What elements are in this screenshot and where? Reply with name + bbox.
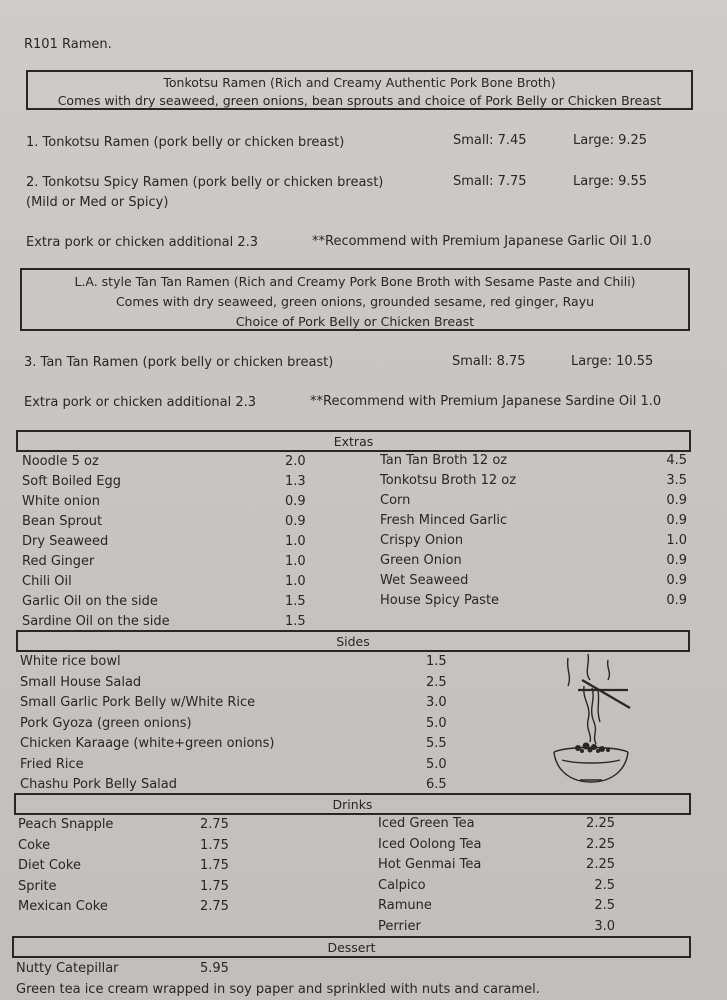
menu-row-name: Fresh Minced Garlic [380,513,508,528]
menu-row-name: Hot Genmai Tea [378,857,482,872]
menu-row-name: Calpico [378,877,426,893]
menu-item-large-price: Large: 9.55 [573,174,648,189]
menu-item-name: 3. Tan Tan Ramen (pork belly or chicken breast) [24,355,334,370]
menu-row-name: Small House Salad [20,674,142,690]
menu-row-name: Iced Green Tea [378,816,475,831]
menu-row-price: 2.25 [586,857,615,872]
menu-row-price: 3.0 [594,918,615,934]
menu-row-price: 4.5 [666,453,687,468]
menu-row-price: 0.9 [285,514,306,529]
menu-row-name: Green Onion [380,553,462,568]
menu-row-name: Garlic Oil on the side [22,594,158,609]
menu-row-price: 2.75 [200,899,229,914]
menu-row-name: Sprite [18,878,57,894]
dessert-header-box [12,936,691,958]
menu-row-name: Coke [18,837,51,853]
menu-row-name: Ramune [378,898,432,913]
tantan-header-line3: Choice of Pork Belly or Chicken Breast [235,314,475,329]
tonkotsu-header-box [26,70,693,110]
menu-row-name: Mexican Coke [18,899,108,914]
menu-row-name: Peach Snapple [18,817,114,832]
menu-row-price: 0.9 [666,493,687,508]
menu-row-price: 1.75 [200,837,229,853]
extra-meat-note: Extra pork or chicken additional 2.3 [24,395,257,410]
menu-row-price: 1.0 [666,533,687,548]
menu-row-price: 1.5 [426,654,447,669]
menu-row-name: Tonkotsu Broth 12 oz [380,473,517,488]
menu-row-price: 1.5 [285,614,306,629]
menu-row-price: 5.5 [426,736,447,751]
menu-row-price: 2.75 [200,817,229,832]
menu-row-name: Crispy Onion [380,533,464,548]
menu-row-name: Noodle 5 oz [22,454,99,469]
dessert-item-name: Nutty Catepillar [16,961,119,976]
menu-row-name: White onion [22,494,100,509]
menu-row-name: Perrier [378,918,421,934]
recommend-note: **Recommend with Premium Japanese Garlic Oil 1.0 [312,234,652,249]
menu-row-name: Red Ginger [22,554,95,569]
tantan-header-line2: Comes with dry seaweed, green onions, grounded sesame, red ginger, Rayu [115,294,595,309]
tantan-header-line1: L.A. style Tan Tan Ramen (Rich and Creamy Pork Bone Broth with Sesame Paste and Chili) [74,274,636,289]
menu-row-name: Sardine Oil on the side [22,614,170,629]
menu-item-small-price: Small: 8.75 [452,354,526,369]
menu-row-price: 5.0 [426,756,447,772]
menu-row-price: 6.5 [426,777,447,792]
menu-item-small-price: Small: 7.75 [453,174,527,189]
menu-item-large-price: Large: 10.55 [571,354,654,369]
menu-row-price: 2.0 [285,454,306,469]
menu-row-price: 3.0 [426,695,447,710]
menu-row-price: 1.75 [200,878,229,894]
menu-row-name: House Spicy Paste [380,593,500,608]
menu-row-price: 5.0 [426,715,447,731]
menu-row-price: 1.3 [285,474,306,489]
menu-row-price: 1.0 [285,534,306,549]
tantan-header-box [20,268,690,331]
dessert-item-price: 5.95 [200,961,229,976]
menu-row-price: 0.9 [666,573,687,588]
menu-row-price: 2.5 [594,898,615,913]
menu-row-name: Iced Oolong Tea [378,836,482,852]
sides-title: Sides [336,634,370,649]
drinks-title: Drinks [332,797,373,812]
menu-row-name: Chicken Karaage (white+green onions) [20,736,275,751]
menu-row-price: 0.9 [285,494,306,509]
menu-row-price: 0.9 [666,593,687,608]
dessert-title: Dessert [327,940,376,955]
extras-title: Extras [333,434,374,449]
restaurant-title: R101 Ramen. [24,37,112,52]
extra-meat-note: Extra pork or chicken additional 2.3 [26,235,259,250]
menu-row-price: 1.0 [285,574,306,589]
menu-row-price: 0.9 [666,513,687,528]
menu-row-name: Bean Sprout [22,514,103,529]
menu-row-name: Small Garlic Pork Belly w/White Rice [20,695,256,710]
menu-item-note: (Mild or Med or Spicy) [26,195,169,210]
menu-row-name: Wet Seaweed [380,573,469,588]
menu-row-price: 2.5 [426,674,447,690]
menu-row-price: 1.0 [285,554,306,569]
menu-row-price: 2.25 [586,816,615,831]
menu-row-name: White rice bowl [20,654,121,669]
tonkotsu-header-line1: Tonkotsu Ramen (Rich and Creamy Authentic Pork Bone Broth) [163,75,556,90]
drinks-header-box [14,793,691,815]
menu-row-price: 1.75 [200,858,229,873]
menu-row-name: Dry Seaweed [22,534,109,549]
menu-row-name: Diet Coke [18,858,81,873]
menu-row-name: Tan Tan Broth 12 oz [380,453,508,468]
menu-row-price: 3.5 [666,473,687,488]
menu-row-price: 0.9 [666,553,687,568]
recommend-note: **Recommend with Premium Japanese Sardine Oil 1.0 [310,394,662,409]
menu-item-large-price: Large: 9.25 [573,133,648,148]
menu-row-name: Pork Gyoza (green onions) [20,715,192,731]
ramen-bowl-illustration [548,650,638,790]
menu-item-small-price: Small: 7.45 [453,133,527,148]
menu-row-name: Corn [380,493,411,508]
menu-row-name: Chashu Pork Belly Salad [20,777,178,792]
menu-row-name: Fried Rice [20,756,84,772]
menu-row-price: 2.25 [586,836,615,852]
extras-header-box [16,430,691,452]
menu-row-price: 2.5 [594,877,615,893]
menu-row-name: Soft Boiled Egg [22,474,121,489]
tonkotsu-header-line2: Comes with dry seaweed, green onions, bean sprouts and choice of Pork Belly or Chicken Breast [57,93,662,108]
menu-item-name: 1. Tonkotsu Ramen (pork belly or chicken breast) [26,135,345,150]
sides-header-box [16,630,690,652]
menu-item-name: 2. Tonkotsu Spicy Ramen (pork belly or chicken breast) [26,175,384,190]
dessert-description: Green tea ice cream wrapped in soy paper and sprinkled with nuts and caramel. [16,982,540,997]
menu-row-price: 1.5 [285,594,306,609]
menu-row-name: Chili Oil [22,574,72,589]
